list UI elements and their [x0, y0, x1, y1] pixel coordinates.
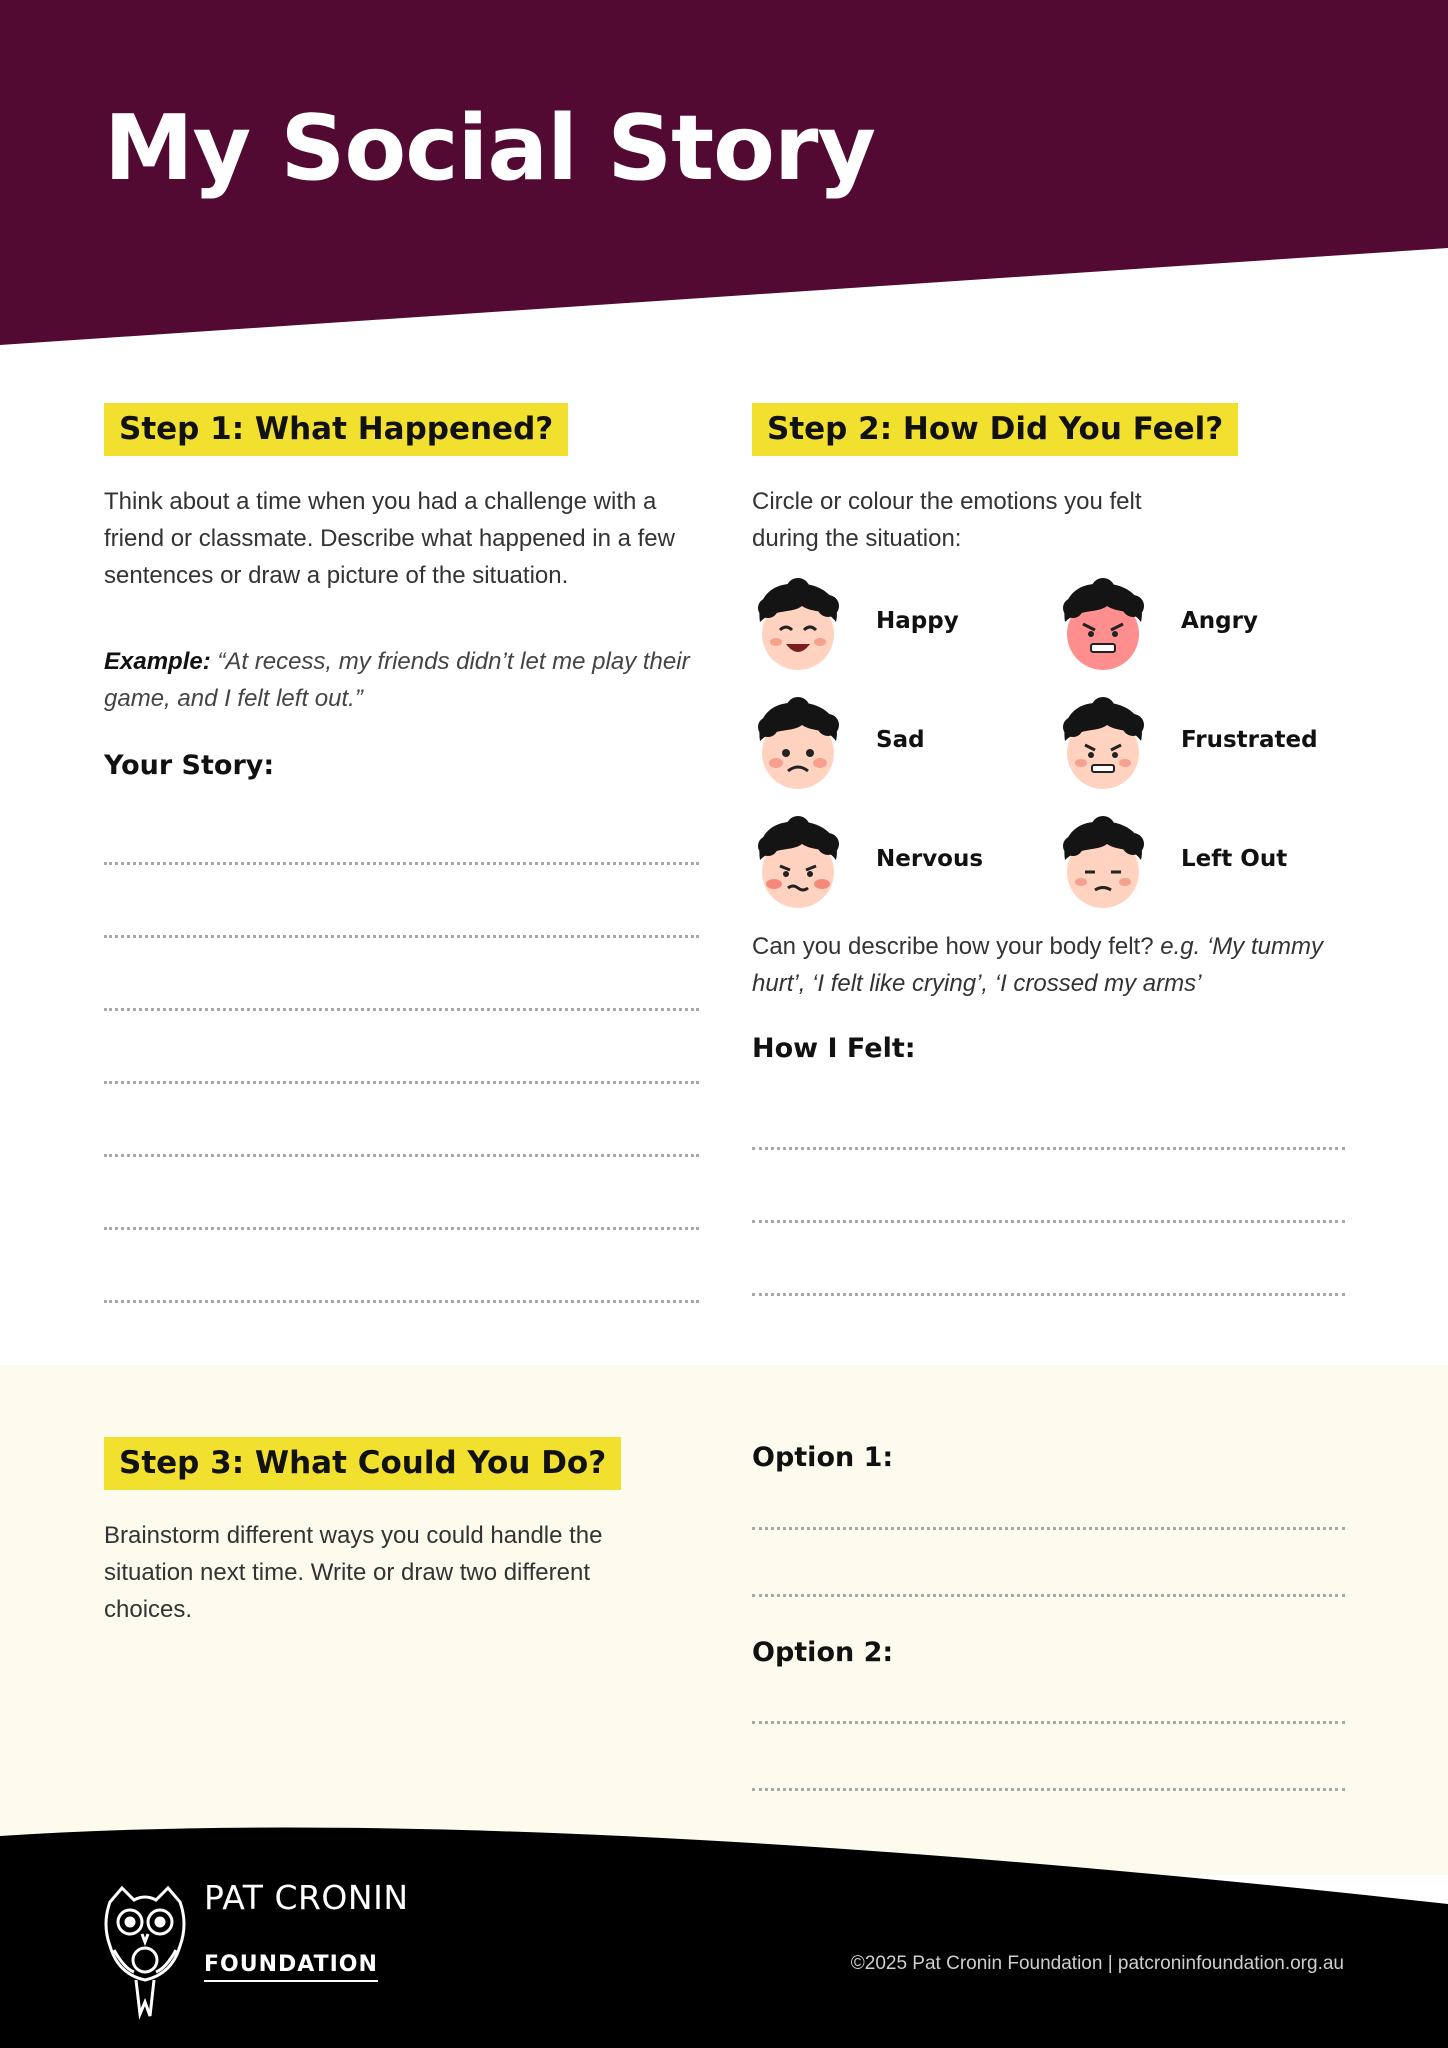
option2-line-1[interactable]: [752, 1721, 1345, 1724]
emotion-left-out[interactable]: [1057, 816, 1347, 912]
step1-instructions: Think about a time when you had a challenge with a friend or classmate. Describe what happened in a few sentences or draw a picture of the situation.: [104, 488, 675, 589]
how-i-felt-heading: How I Felt:: [752, 1033, 916, 1064]
happy-face-icon: [752, 578, 844, 674]
felt-line-3[interactable]: [752, 1293, 1345, 1296]
emotion-label: Angry: [1181, 608, 1258, 634]
footer-credit[interactable]: ©2025 Pat Cronin Foundation | patcroninfoundation.org.au: [850, 1953, 1344, 1974]
logo-text-sub: FOUNDATION: [204, 1952, 378, 1982]
angry-face-icon: [1057, 578, 1149, 674]
step1-example: [104, 643, 714, 717]
owl-logo-icon: [100, 1884, 190, 2022]
story-line-2[interactable]: [104, 935, 699, 938]
story-line-6[interactable]: [104, 1227, 699, 1230]
your-story-heading: Your Story:: [104, 750, 275, 781]
emotion-label: Nervous: [876, 846, 984, 872]
emotion-label: Happy: [876, 608, 959, 634]
page-title: My Social Story: [104, 96, 876, 201]
body-prompt-text: Can you describe how your body felt?: [752, 933, 1154, 960]
story-line-5[interactable]: [104, 1154, 699, 1157]
emotion-nervous[interactable]: [752, 816, 1042, 912]
option2-line-2[interactable]: [752, 1788, 1345, 1791]
sad-face-icon: [752, 697, 844, 793]
emotion-label: Frustrated: [1181, 727, 1318, 753]
emotion-happy[interactable]: [752, 578, 1042, 674]
step3-instructions: Brainstorm different ways you could handle the situation next time. Write or draw two different choices.: [104, 1522, 603, 1623]
nervous-face-icon: [752, 816, 844, 912]
story-line-7[interactable]: [104, 1300, 699, 1303]
example-text: “At recess, my friends didn’t let me play their game, and I felt left out.”: [104, 648, 690, 712]
emotion-angry[interactable]: [1057, 578, 1347, 674]
emotion-sad[interactable]: [752, 697, 1042, 793]
emotion-label: Sad: [876, 727, 925, 753]
logo-text-main: PAT CRONIN: [204, 1878, 409, 1917]
step2-instructions: Circle or colour the emotions you felt during the situation:: [752, 488, 1142, 552]
example-label: Example:: [104, 648, 211, 675]
option1-line-2[interactable]: [752, 1594, 1345, 1597]
body-prompt-examples: e.g. ‘My tummy hurt’, ‘I felt like crying’, ‘I crossed my arms’: [752, 933, 1323, 997]
story-line-3[interactable]: [104, 1008, 699, 1011]
option1-heading: Option 1:: [752, 1442, 894, 1473]
footer-band: [0, 1820, 1448, 2048]
step3-label: Step 3: What Could You Do?: [104, 1437, 621, 1490]
step2-label: Step 2: How Did You Feel?: [752, 403, 1238, 456]
felt-line-1[interactable]: [752, 1147, 1345, 1150]
frustrated-face-icon: [1057, 697, 1149, 793]
felt-line-2[interactable]: [752, 1220, 1345, 1223]
option1-line-1[interactable]: [752, 1527, 1345, 1530]
emotion-frustrated[interactable]: [1057, 697, 1347, 793]
body-feeling-prompt: [752, 928, 1352, 1002]
step1-label: Step 1: What Happened?: [104, 403, 568, 456]
emotion-label: Left Out: [1181, 846, 1288, 872]
left-out-face-icon: [1057, 816, 1149, 912]
option2-heading: Option 2:: [752, 1637, 894, 1668]
story-line-4[interactable]: [104, 1081, 699, 1084]
story-line-1[interactable]: [104, 862, 699, 865]
